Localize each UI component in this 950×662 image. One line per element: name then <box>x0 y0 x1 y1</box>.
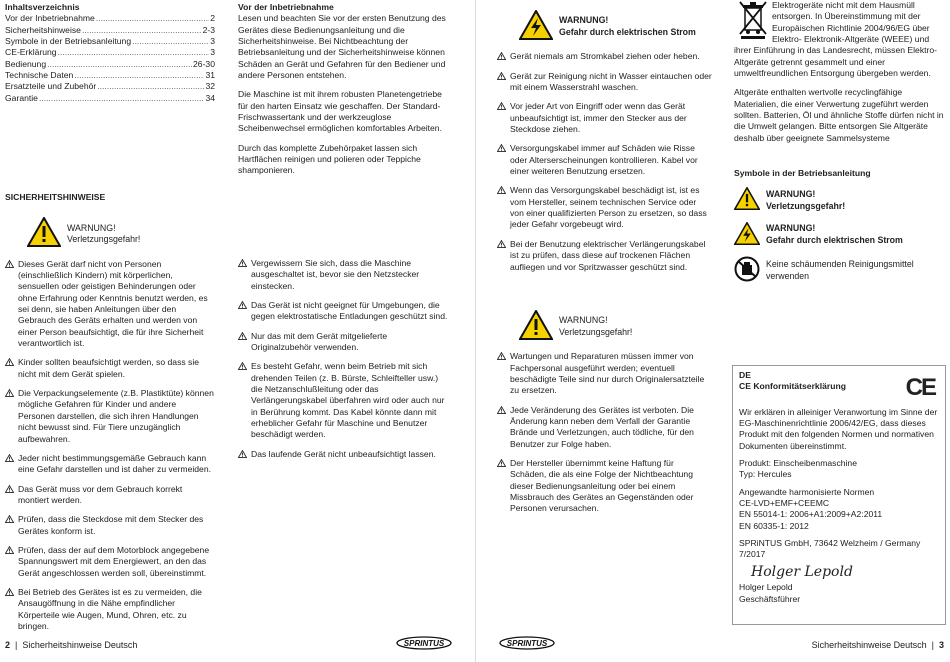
warning-sublabel: Gefahr durch elektrischen Strom <box>559 26 696 37</box>
safety-item-text: Nur das mit dem Gerät mitgelieferte Originalzubehör verwenden. <box>251 330 388 353</box>
toc-title: Inhaltsverzeichnis <box>5 2 80 12</box>
small-warning-icon <box>238 259 247 267</box>
intro-paragraph: Lesen und beachten Sie vor der ersten Benutzung des Gerätes diese Bedienungsanleitung und die Sicherheitshinweise. Bei Nichtbeachtung der Betriebsanleitung und der Sicherheitshinweise können Schäden an Gerät und Gefahren für den Bediener und andere Personen entstehen. <box>238 13 446 81</box>
weee-section <box>734 0 946 152</box>
safety-item <box>497 239 712 273</box>
safety-item <box>5 388 215 445</box>
safety-title: SICHERHEITSHINWEISE <box>5 192 106 202</box>
symbol-label: Verletzungsgefahr! <box>766 200 846 211</box>
symbol-label: Keine schäumenden Reinigungsmittel <box>766 259 914 270</box>
toc-dots <box>58 47 210 58</box>
toc-entry-label: CE-Erklärung <box>5 47 57 58</box>
toc-entry-label: Symbole in der Betriebsanleitung <box>5 36 132 47</box>
safety-item-text: Es besteht Gefahr, wenn beim Betrieb mit sich drehenden Teilen (z. B. Bürste, Schleifteller usw.) die Netzanschlußleitung oder das Verlängerungskabel überfahren wird oder auch nur in Berührung kommt. Das Kabel könnte dann mit erheblicher Gefahr für Maschine und Benutzer beschädigt werden. <box>251 361 445 440</box>
toc-dots <box>47 59 192 70</box>
toc-entry[interactable] <box>5 25 215 36</box>
safety-list-1 <box>5 259 215 633</box>
safety-item-text: Vergewissern Sie sich, dass die Maschine ausgeschaltet ist, bevor sie den Netzstecker einstecken. <box>251 258 420 291</box>
electric-warning-icon <box>519 10 553 43</box>
sprintus-logo <box>499 636 555 653</box>
intro-paragraph: Durch das komplette Zubehörpaket lassen sich Hartflächen reinigen und polieren oder Teppiche shamponieren. <box>238 142 421 176</box>
toc-list <box>5 13 215 104</box>
small-warning-icon <box>497 240 506 248</box>
safety-item-text: Bei der Benutzung elektrischer Verlängerungskabel ist zu prüfen, dass diese auf trockenen Flächen aufliegen und vor Spritzwasser geschützt sind. <box>510 238 706 272</box>
safety-item <box>238 449 450 460</box>
toc-entry-page: 3 <box>210 47 215 58</box>
toc-entry-label: Vor der Inbetriebnahme <box>5 13 95 24</box>
safety-item <box>238 300 450 323</box>
warning-electric-header <box>519 10 712 43</box>
warning-injury-header <box>27 217 215 250</box>
symbol-label: WARNUNG! <box>766 189 816 200</box>
warning-label: WARNUNG! <box>559 15 609 26</box>
toc-dots <box>39 93 204 104</box>
safety-item-text: Wartungen und Reparaturen müssen immer von Fachpersonal ausgeführt werden; eventuell beschädigte Teile sind nur durch Originalersatzteile zu ersetzen. <box>510 351 705 396</box>
safety-item <box>238 331 450 354</box>
toc-entry[interactable] <box>5 81 215 92</box>
safety-item-text: Kinder sollten beaufsichtigt werden, so dass sie nicht mit dem Gerät spielen. <box>18 357 200 379</box>
small-warning-icon <box>238 450 247 458</box>
page-number: 3 <box>938 640 944 651</box>
small-warning-icon <box>497 406 506 414</box>
toc-entry-label: Bedienung <box>5 58 47 69</box>
sprintus-logo <box>396 636 452 653</box>
weee-text: Elektrogeräte nicht mit dem Hausmüll entsorgen. In Übereinstimmung mit der Europäischen Richtlinie 2004/96/EG über Elektro- Elektronik-Altgeräte (WEEE) und ihrer Einführung in das Landesrecht, müssen Elektro-Altgeräte getrennt gesammelt und einer umweltfreundlichen Entsorgung übergeben werden. <box>734 0 938 79</box>
intro-section <box>238 2 450 185</box>
small-warning-icon <box>497 52 506 60</box>
ce-norms-title: Angewandte harmonisierte Normen <box>739 486 875 497</box>
toc-entry-page: 26-30 <box>193 58 215 69</box>
warning-label: WARNUNG! <box>67 222 116 233</box>
warning-triangle-icon <box>519 310 553 343</box>
injury-section-2 <box>497 310 712 523</box>
small-warning-icon <box>5 485 14 493</box>
safety-item <box>497 71 712 94</box>
safety-item <box>497 458 712 515</box>
toc-entry-label: Garantie <box>5 92 38 103</box>
small-warning-icon <box>5 260 14 268</box>
safety-item <box>497 185 712 230</box>
toc-entry-page: 31 <box>205 70 215 81</box>
toc-dots <box>97 81 204 92</box>
safety-item-text: Prüfen, dass die Steckdose mit dem Stecker des Gerätes konform ist. <box>18 514 204 536</box>
warning-label: WARNUNG! <box>559 315 608 326</box>
small-warning-icon <box>5 515 14 523</box>
safety-item-text: Jede Veränderung des Gerätes ist verboten. Die Änderung kann neben dem Verfall der Garantie Brände und Verletzungen, auch tödliche, für den Benutzer zur Folge haben. <box>510 404 694 449</box>
small-warning-icon <box>5 389 14 397</box>
safety-section <box>5 192 215 640</box>
safety-item-text: Der Hersteller übernimmt keine Haftung für Schäden, die als eine Folge der Nichtbeachtung dieser Bedienungsanleitung oder bei einem Missbrauch des Gerätes an Gegenständen oder Personen verursachen. <box>510 458 694 514</box>
symbol-label: verwenden <box>766 270 810 281</box>
page-number: 2 <box>5 640 11 651</box>
intro-title: Vor der Inbetriebnahme <box>238 2 334 12</box>
toc-entry-page: 3 <box>210 36 215 47</box>
symbols-title: Symbole in der Betriebsanleitung <box>734 168 871 178</box>
safety-item <box>238 258 450 292</box>
toc <box>5 2 215 104</box>
footer-text: Sicherheitshinweise Deutsch <box>22 640 138 651</box>
electric-warning-icon <box>734 222 760 248</box>
small-warning-icon <box>497 186 506 194</box>
toc-dots <box>74 70 204 81</box>
ce-norm: EN 55014-1: 2006+A1:2009+A2:2011 <box>739 509 883 520</box>
small-warning-icon <box>497 352 506 360</box>
safety-item-text: Versorgungskabel immer auf Schäden wie Risse oder Alterserscheinungen kontrollieren. Kabel vor einer weiteren Benutzung ersetzen. <box>510 143 698 177</box>
small-warning-icon <box>5 588 14 596</box>
safety-item <box>5 484 215 507</box>
toc-entry[interactable] <box>5 70 215 81</box>
safety-item-text: Wenn das Versorgungskabel beschädigt ist, ist es vom Hersteller, seinem technischen Service oder von einer qualifizierten Person zu ersetzen, so dass jeder Gefahr vorgebeugt wird. <box>510 185 707 230</box>
toc-dots <box>82 25 202 36</box>
no-foam-detergent-icon <box>734 256 760 285</box>
safety-item <box>497 101 712 135</box>
warning-triangle-icon <box>734 187 760 213</box>
small-warning-icon <box>238 301 247 309</box>
safety-item-text: Die Verpackungselemente (z.B. Plastiktüte) können mögliche Gefahren für Kinder und andere Personen darstellen, die sich ihren Handlungen nicht bewusst sind. Für Tiere unzugänglich aufbewahren. <box>18 388 214 444</box>
safety-item <box>5 357 215 380</box>
small-warning-icon <box>497 144 506 152</box>
small-warning-icon <box>5 454 14 462</box>
safety-item <box>5 514 215 537</box>
logo-text: SPRINTUS <box>403 638 445 648</box>
safety-item-text: Gerät zur Reinigung nicht in Wasser eintauchen oder mit einem Wasserstrahl waschen. <box>510 70 712 93</box>
ce-type: Typ: Hercules <box>739 469 792 480</box>
safety-item-text: Bei Betrieb des Gerätes ist es zu vermeiden, die Ansaugöffnung in die Nähe empfindlicher Körperteile wie Augen, Mund, Ohren, etc. zu bringen. <box>18 586 202 631</box>
signature: Holger Lepold <box>751 563 853 580</box>
safety-list-2 <box>238 258 450 468</box>
toc-entry-page: 2-3 <box>202 24 215 35</box>
crossed-bin-icon <box>738 0 768 43</box>
safety-item <box>497 351 712 396</box>
toc-entry-page: 34 <box>205 92 215 103</box>
safety-item-text: Vor jeder Art von Eingriff oder wenn das Gerät unbeaufsichtigt ist, immer den Stecker aus der Steckdose ziehen. <box>510 101 687 135</box>
symbol-row <box>734 222 946 248</box>
small-warning-icon <box>497 102 506 110</box>
symbol-label: Gefahr durch elektrischen Strom <box>766 234 903 245</box>
toc-entry-page: 2 <box>210 13 215 24</box>
small-warning-icon <box>238 362 247 370</box>
ce-lang: DE <box>739 370 751 380</box>
ce-product: Produkt: Einscheibenmaschine <box>739 458 857 469</box>
toc-entry-label: Sicherheitshinweise <box>5 24 81 35</box>
warning-sublabel: Verletzungsgefahr! <box>559 326 633 337</box>
symbol-row <box>734 187 946 213</box>
toc-dots <box>96 13 209 24</box>
safety-item-text: Dieses Gerät darf nicht von Personen (einschließlich Kindern) mit körperlichen, sensuellen oder geistigen Behinderungen oder ohne Erfahrung oder Kenntnis benutzt werden, es sei denn, sie haben Anleitungen über den Gebrauch des Geräts erhalten und werden von einer Person beaufsichtigt, die für ihre Sicherheit verantwortlich ist. <box>18 258 208 349</box>
ce-company: SPRiNTUS GmbH, 73642 Welzheim / Germany <box>739 538 921 549</box>
toc-entry[interactable] <box>5 93 215 104</box>
ce-date: 7/2017 <box>739 549 766 560</box>
toc-entry[interactable] <box>5 36 215 47</box>
page-divider <box>475 0 476 662</box>
small-warning-icon <box>497 72 506 80</box>
ce-declaration <box>732 365 946 625</box>
electric-section <box>497 10 712 281</box>
ce-norm: EN 60335-1: 2012 <box>739 520 809 531</box>
weee-text: Altgeräte enthalten wertvolle recyclingfähige Materialien, die einer Verwertung zugeführt werden sollten. Batterien, Öl und ähnliche Stoffe dürfen nicht in die Umwelt gelangen. Bitte entsorgen Sie Altgeräte deshalb über geeignete Sammelsysteme <box>734 87 944 143</box>
symbol-label: WARNUNG! <box>766 223 816 234</box>
ce-signer-name: Holger Lepold <box>739 582 793 593</box>
ce-signer-role: Geschäftsführer <box>739 593 801 604</box>
ce-paragraph: Wir erklären in alleiniger Veranwortung im Sinne der EG-Maschinenrichtlinie 2006/42/EG, dass dieses Produkt mit den folgenden Normen und normativen Dokumenten übereinstimmt. <box>739 406 938 451</box>
safety-item <box>497 143 712 177</box>
small-warning-icon <box>5 358 14 366</box>
safety-item <box>5 453 215 476</box>
toc-entry-page: 32 <box>205 81 215 92</box>
ce-title: CE Konformitätserklärung <box>739 381 846 392</box>
safety-item-text: Jeder nicht bestimmungsgemäße Gebrauch kann eine Gefahr darstellen und ist daher zu vermeiden. <box>18 452 211 475</box>
toc-dots <box>132 36 209 47</box>
small-warning-icon <box>5 546 14 554</box>
logo-text: SPRINTUS <box>506 638 548 648</box>
footer-text: Sicherheitshinweise Deutsch <box>811 640 927 651</box>
symbol-row <box>734 256 946 285</box>
warning-injury-header <box>519 310 712 343</box>
safety-item <box>497 51 712 62</box>
ce-mark: CE <box>905 374 935 401</box>
warning-triangle-icon <box>27 217 61 250</box>
ce-norm: CE-LVD+EMF+CEEMC <box>739 498 830 509</box>
footer-right: Sicherheitshinweise Deutsch | 3 <box>811 640 944 651</box>
symbols-section <box>734 168 946 293</box>
toc-entry-label: Ersatzteile und Zubehör <box>5 81 97 92</box>
safety-item <box>5 587 215 632</box>
toc-entry[interactable] <box>5 59 215 70</box>
safety-item-text: Prüfen, dass der auf dem Motorblock angegebene Spannungswert mit dem Energiewert, an den das Gerät angeschlossen werden soll, übereinstimmt. <box>18 544 210 578</box>
safety-item-text: Gerät niemals am Stromkabel ziehen oder heben. <box>510 51 700 62</box>
safety-item <box>497 405 712 450</box>
safety-item <box>238 361 450 440</box>
toc-entry-label: Technische Daten <box>5 70 74 81</box>
safety-item-text: Das Gerät ist nicht geeignet für Umgebungen, die gegen elektrostatische Entladungen geschützt sind. <box>251 300 448 322</box>
safety-item-text: Das laufende Gerät nicht unbeaufsichtigt lassen. <box>251 448 436 459</box>
safety-item <box>5 259 215 350</box>
safety-item-text: Das Gerät muss vor dem Gebrauch korrekt montiert werden. <box>18 483 183 505</box>
footer-left: 2 | Sicherheitshinweise Deutsch <box>5 640 138 651</box>
intro-paragraph: Die Maschine ist mit ihrem robusten Planetengetriebe für den harten Einsatz wie geschaffen. Der Standard-Frischwassertank und der werkzeuglose Scheibenwechsel ermöglichen komfortables Arbeiten. <box>238 89 442 134</box>
warning-sublabel: Verletzungsgefahr! <box>67 234 141 245</box>
toc-entry[interactable] <box>5 13 215 24</box>
toc-entry[interactable] <box>5 47 215 58</box>
small-warning-icon <box>238 332 247 340</box>
safety-item <box>5 545 215 579</box>
small-warning-icon <box>497 459 506 467</box>
